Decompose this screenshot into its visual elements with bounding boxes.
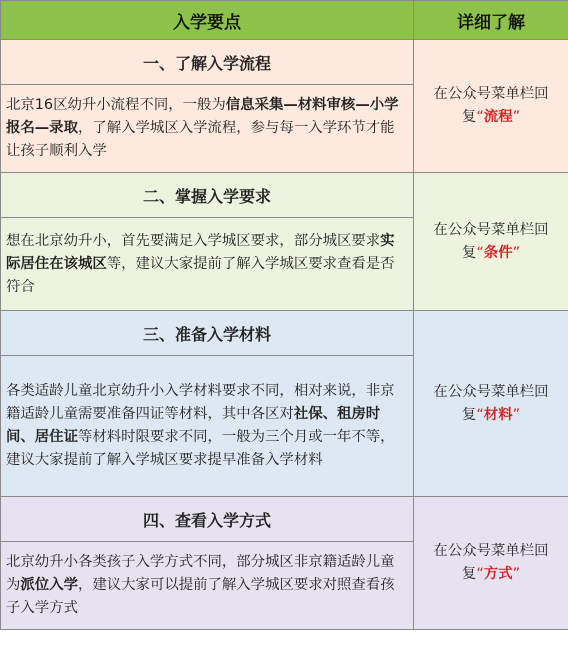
section-body <box>1 85 414 173</box>
section-side-note <box>414 40 568 173</box>
header-side: 详细了解 <box>414 1 568 40</box>
side-prefix: 在公众号菜单栏回复 <box>433 86 549 125</box>
quote-open: “ <box>476 566 484 582</box>
body-emphasis: 社保、租房时间、居住证 <box>6 406 381 445</box>
body-text: 北京幼升小各类孩子入学方式不同，部分城区非京籍适龄儿童为 <box>6 554 395 593</box>
body-text: 等，建议大家提前了解入学城区要求查看是否符合 <box>6 255 395 295</box>
section-title: 四、查看入学方式 <box>1 497 414 542</box>
header-main: 入学要点 <box>1 1 414 40</box>
section-side-note <box>414 173 568 311</box>
section-title: 一、了解入学流程 <box>1 40 414 85</box>
side-prefix: 在公众号菜单栏回复 <box>433 383 549 423</box>
body-text: ，了解入学城区入学流程，参与每一入学环节才能让孩子顺利入学 <box>6 120 395 159</box>
body-text: 等材料时限要求不同，一般为三个月或一年不等，建议大家提前了解入学城区要求提早准备入学材料 <box>6 429 395 468</box>
quote-open: “ <box>476 109 484 125</box>
section-body <box>1 218 414 311</box>
body-text: 想在北京幼升小，首先要满足入学城区要求，部分城区要求 <box>6 232 381 249</box>
section-side-note <box>414 311 568 497</box>
reply-keyword: 材料 <box>483 406 513 423</box>
side-prefix: 在公众号菜单栏回复 <box>433 221 549 261</box>
body-emphasis: 派位入学 <box>20 577 78 593</box>
quote-close: ” <box>512 566 521 582</box>
reply-keyword: 条件 <box>483 244 513 261</box>
quote-open: “ <box>476 244 484 261</box>
quote-open: “ <box>476 406 484 423</box>
section-title: 二、掌握入学要求 <box>1 173 414 218</box>
body-emphasis: 信息采集—材料审核—小学报名—录取 <box>6 97 399 136</box>
body-text: 各类适龄儿童北京幼升小入学材料要求不同，相对来说，非京籍适龄儿童需要准备四证等材料，其中各区对 <box>6 383 395 422</box>
body-emphasis: 实际居住在该城区 <box>6 232 395 272</box>
section-side-note <box>414 497 568 630</box>
quote-close: ” <box>512 406 521 423</box>
quote-close: ” <box>512 109 521 125</box>
side-prefix: 在公众号菜单栏回复 <box>433 543 549 582</box>
quote-close: ” <box>512 244 521 261</box>
section-body <box>1 356 414 497</box>
section-title: 三、准备入学材料 <box>1 311 414 356</box>
reply-keyword: 流程 <box>483 109 513 125</box>
reply-keyword: 方式 <box>483 566 513 582</box>
section-body <box>1 542 414 630</box>
body-text: 北京16区幼升小流程不同，一般为 <box>6 97 226 113</box>
body-text: ，建议大家可以提前了解入学城区要求对照查看孩子入学方式 <box>6 577 395 616</box>
